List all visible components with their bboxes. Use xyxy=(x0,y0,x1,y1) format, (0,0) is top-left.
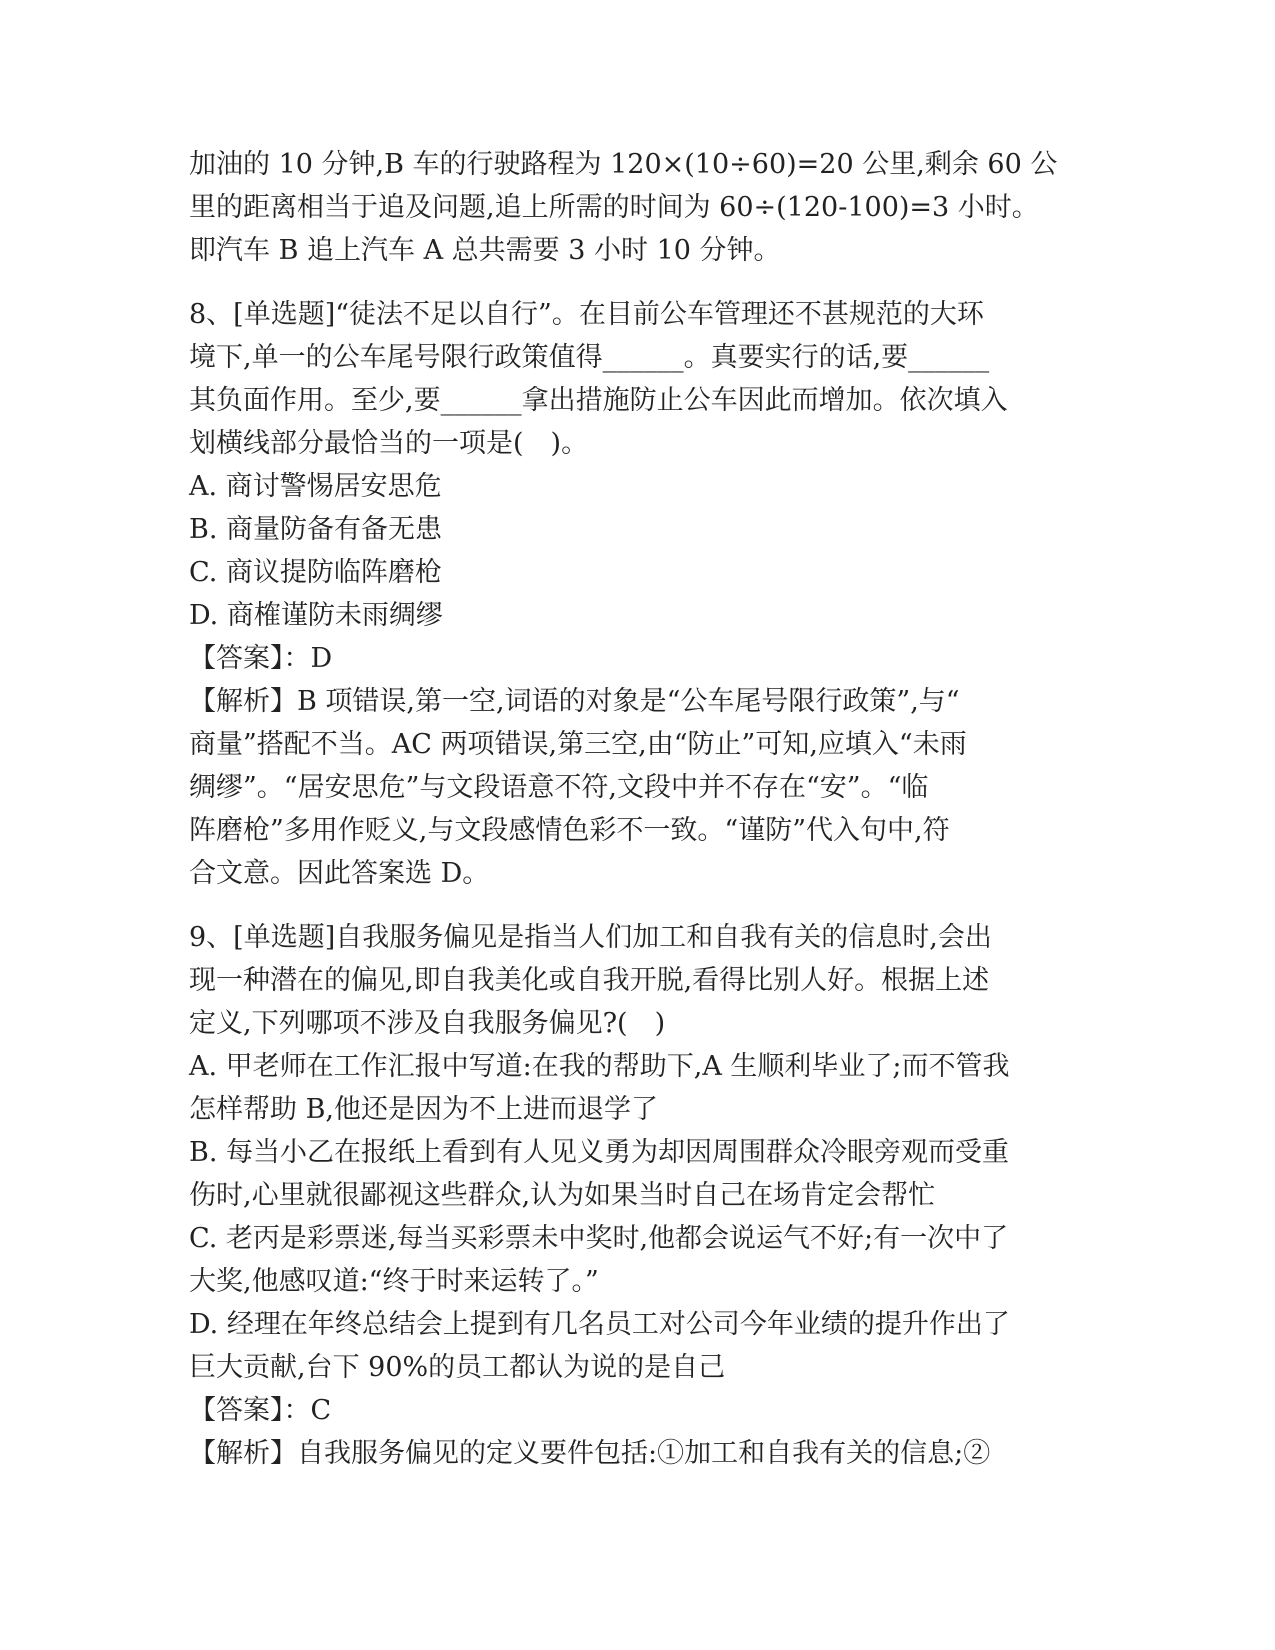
option-a: A. 商讨警惕居安思危 xyxy=(189,471,442,502)
question-stem-line: 境下,单一的公车尾号限行政策值得______。真要实行的话,要______ xyxy=(189,342,990,373)
question-stem-line: 划横线部分最恰当的一项是( )。 xyxy=(189,428,589,459)
question-stem-line: 9、[单选题]自我服务偏见是指当人们加工和自我有关的信息时,会出 xyxy=(189,922,992,953)
analysis-line: 阵磨枪”多用作贬义,与文段感情色彩不一致。“谨防”代入句中,符 xyxy=(189,815,950,846)
text-line: 里的距离相当于追及问题,追上所需的时间为 60÷(120-100)=3 小时。 xyxy=(189,192,1039,223)
option-a: A. 甲老师在工作汇报中写道:在我的帮助下,A 生顺利毕业了;而不管我 xyxy=(189,1051,1010,1082)
option-d: D. 经理在年终总结会上提到有几名员工对公司今年业绩的提升作出了 xyxy=(189,1309,1010,1340)
document-page xyxy=(189,143,1089,1475)
option-b: B. 商量防备有备无患 xyxy=(189,514,443,545)
question-stem-line: 定义,下列哪项不涉及自我服务偏见?( ) xyxy=(189,1008,666,1039)
option-c-continued: 大奖,他感叹道:“终于时来运转了。” xyxy=(189,1266,599,1297)
text-line: 加油的 10 分钟,B 车的行驶路程为 120×(10÷60)=20 公里,剩余 60 公 xyxy=(189,149,1058,180)
option-a-continued: 怎样帮助 B,他还是因为不上进而退学了 xyxy=(189,1094,659,1125)
question-9 xyxy=(189,916,1089,1475)
option-d: D. 商榷谨防未雨绸缪 xyxy=(189,600,443,631)
answer-line: 【答案】：C xyxy=(189,1395,332,1426)
question-8 xyxy=(189,293,1089,895)
question-stem-line: 其负面作用。至少,要______拿出措施防止公车因此而增加。依次填入 xyxy=(189,385,1008,416)
analysis-line: 合文意。因此答案选 D。 xyxy=(189,858,490,889)
intro-paragraph xyxy=(189,143,1089,272)
question-stem-line: 现一种潜在的偏见,即自我美化或自我开脱,看得比别人好。根据上述 xyxy=(189,965,990,996)
analysis-line: 绸缪”。“居安思危”与文段语意不符,文段中并不存在“安”。“临 xyxy=(189,772,929,803)
option-b: B. 每当小乙在报纸上看到有人见义勇为却因周围群众冷眼旁观而受重 xyxy=(189,1137,1010,1168)
option-d-continued: 巨大贡献,台下 90%的员工都认为说的是自己 xyxy=(189,1352,726,1383)
option-c: C. 商议提防临阵磨枪 xyxy=(189,557,442,588)
text-line: 即汽车 B 追上汽车 A 总共需要 3 小时 10 分钟。 xyxy=(189,235,781,266)
analysis-line: 【解析】B 项错误,第一空,词语的对象是“公车尾号限行政策”,与“ xyxy=(189,686,960,717)
option-b-continued: 伤时,心里就很鄙视这些群众,认为如果当时自己在场肯定会帮忙 xyxy=(189,1180,936,1211)
option-c: C. 老丙是彩票迷,每当买彩票未中奖时,他都会说运气不好;有一次中了 xyxy=(189,1223,1009,1254)
analysis-line: 商量”搭配不当。AC 两项错误,第三空,由“防止”可知,应填入“未雨 xyxy=(189,729,967,760)
question-stem-line: 8、[单选题]“徒法不足以自行”。在目前公车管理还不甚规范的大环 xyxy=(189,299,984,330)
analysis-line: 【解析】自我服务偏见的定义要件包括:①加工和自我有关的信息;② xyxy=(189,1438,991,1469)
answer-line: 【答案】：D xyxy=(189,643,333,674)
